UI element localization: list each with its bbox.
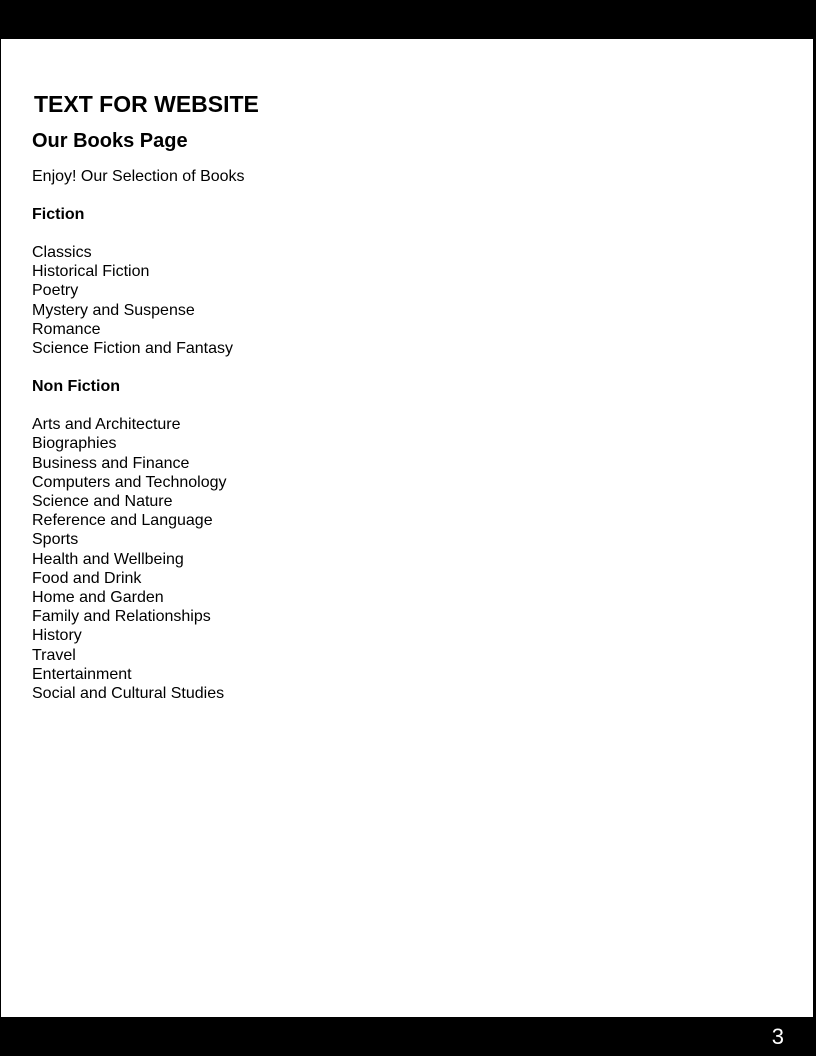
category-item: Travel: [32, 646, 76, 664]
non-fiction-category-list: [32, 415, 772, 703]
intro-text: Enjoy! Our Selection of Books: [32, 168, 245, 185]
category-item: Computers and Technology: [32, 473, 227, 491]
category-item: Poetry: [32, 282, 79, 300]
category-item: Historical Fiction: [32, 263, 150, 281]
section-title-fiction: Fiction: [32, 206, 85, 223]
top-frame-band: [0, 0, 816, 39]
category-item: Classics: [32, 244, 92, 261]
category-item: Home and Garden: [32, 589, 164, 607]
category-item: Food and Drink: [32, 569, 142, 587]
category-item: Romance: [32, 320, 101, 338]
page-heading: Our Books Page: [32, 130, 188, 152]
category-item: Reference and Language: [32, 512, 213, 530]
section-title-non-fiction: Non Fiction: [32, 378, 120, 396]
category-item: Mystery and Suspense: [32, 301, 195, 319]
document-title: TEXT FOR WEBSITE: [34, 91, 259, 117]
category-item: Family and Relationships: [32, 608, 211, 626]
category-item: Health and Wellbeing: [32, 550, 184, 568]
fiction-category-list: [32, 243, 772, 358]
page-number: 3: [771, 1024, 784, 1049]
category-item: Entertainment: [32, 665, 132, 683]
category-item: Social and Cultural Studies: [32, 685, 225, 703]
category-item: Arts and Architecture: [32, 416, 181, 434]
bottom-frame-band: [0, 1017, 816, 1056]
category-item: History: [32, 627, 82, 645]
category-item: Sports: [32, 531, 79, 549]
category-item: Science and Nature: [32, 493, 173, 511]
document-sheet: [1, 39, 813, 1017]
category-item: Biographies: [32, 435, 117, 453]
category-item: Science Fiction and Fantasy: [32, 340, 233, 358]
category-item: Business and Finance: [32, 454, 190, 472]
document-content: [32, 89, 772, 703]
